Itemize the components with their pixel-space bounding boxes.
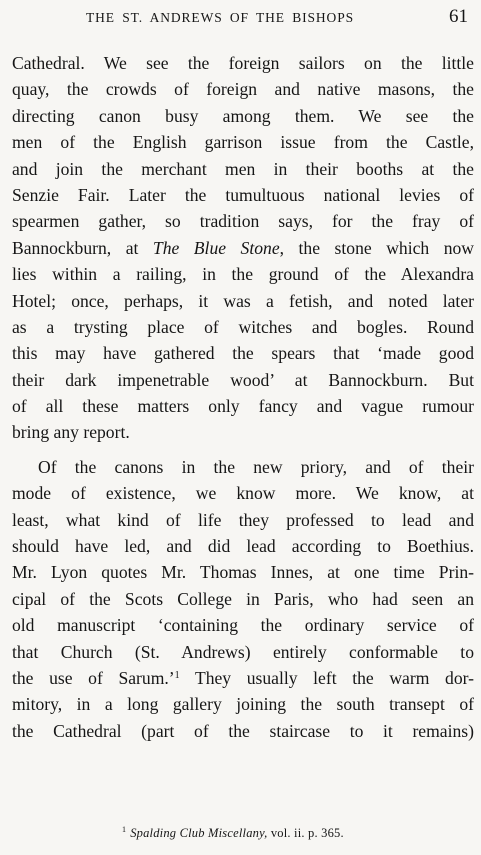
text-line: mitory, in a long gallery joining the south transept of [12, 694, 474, 715]
text-line: as a trysting place of witches and bogles. Round [12, 316, 474, 337]
text-line: quay, the crowds of foreign and native masons, the [12, 79, 474, 100]
text-line: of all these matters only fancy and vague rumour [12, 396, 474, 417]
text-line: bring any report. [12, 422, 130, 443]
text-run: Bannockburn, at [12, 237, 153, 258]
text-run: , the stone which now [279, 237, 474, 258]
footnote-citation: vol. ii. p. 365. [267, 826, 344, 840]
text-run: They usually left the warm dor- [179, 667, 474, 688]
text-line: Senzie Fair. Later the tumultuous national levies of [12, 184, 474, 205]
text-line: old manuscript ‘containing the ordinary service of [12, 615, 474, 636]
footnote-mark: 1 [122, 825, 127, 834]
footnote-reference: 1 [174, 669, 180, 681]
text-line: cipal of the Scots College in Paris, who had seen an [12, 588, 474, 609]
text-line: directing canon busy among them. We see the [12, 105, 474, 126]
text-line: that Church (St. Andrews) entirely conformable to [12, 641, 474, 662]
paragraph-gap [12, 446, 474, 454]
text-line: men of the English garrison issue from the Castle, [12, 132, 474, 153]
italic-place-name: The Blue Stone [152, 237, 280, 258]
paragraph-2 [12, 454, 474, 744]
text-line: Hotel; once, perhaps, it was a fetish, and noted later [12, 290, 474, 311]
text-line: mode of existence, we know more. We know, at [12, 483, 474, 504]
paragraph-1 [12, 50, 474, 446]
text-line: Cathedral. We see the foreign sailors on the little [12, 53, 474, 73]
text-line: this may have gathered the spears that ‘made good [12, 343, 474, 364]
text-line: their dark impenetrable wood’ at Bannockburn. But [12, 369, 474, 390]
footnote [122, 826, 344, 841]
text-line [12, 665, 474, 691]
text-line: spearmen gather, so tradition says, for the fray of [12, 211, 474, 232]
text-line: and join the merchant men in their booths at the [12, 158, 474, 179]
footnote-source-title: Spalding Club Miscellany, [130, 826, 268, 840]
body-text [12, 50, 474, 744]
text-run: the use of Sarum.’ [12, 667, 175, 688]
text-line: lies within a railing, in the ground of the Alexandra [12, 264, 474, 285]
page-number: 61 [449, 6, 468, 27]
page-header [0, 8, 481, 30]
text-line: Mr. Lyon quotes Mr. Thomas Innes, at one time Prin- [12, 562, 474, 583]
text-line: should have led, and did lead according to Boethius. [12, 536, 474, 557]
text-line: the Cathedral (part of the staircase to it remains) [12, 720, 474, 741]
text-line: Of the canons in the new priory, and of their [38, 456, 474, 477]
text-line [12, 235, 474, 261]
running-head: THE ST. ANDREWS OF THE BISHOPS [86, 10, 355, 25]
text-line: least, what kind of life they professed to lead and [12, 509, 474, 530]
